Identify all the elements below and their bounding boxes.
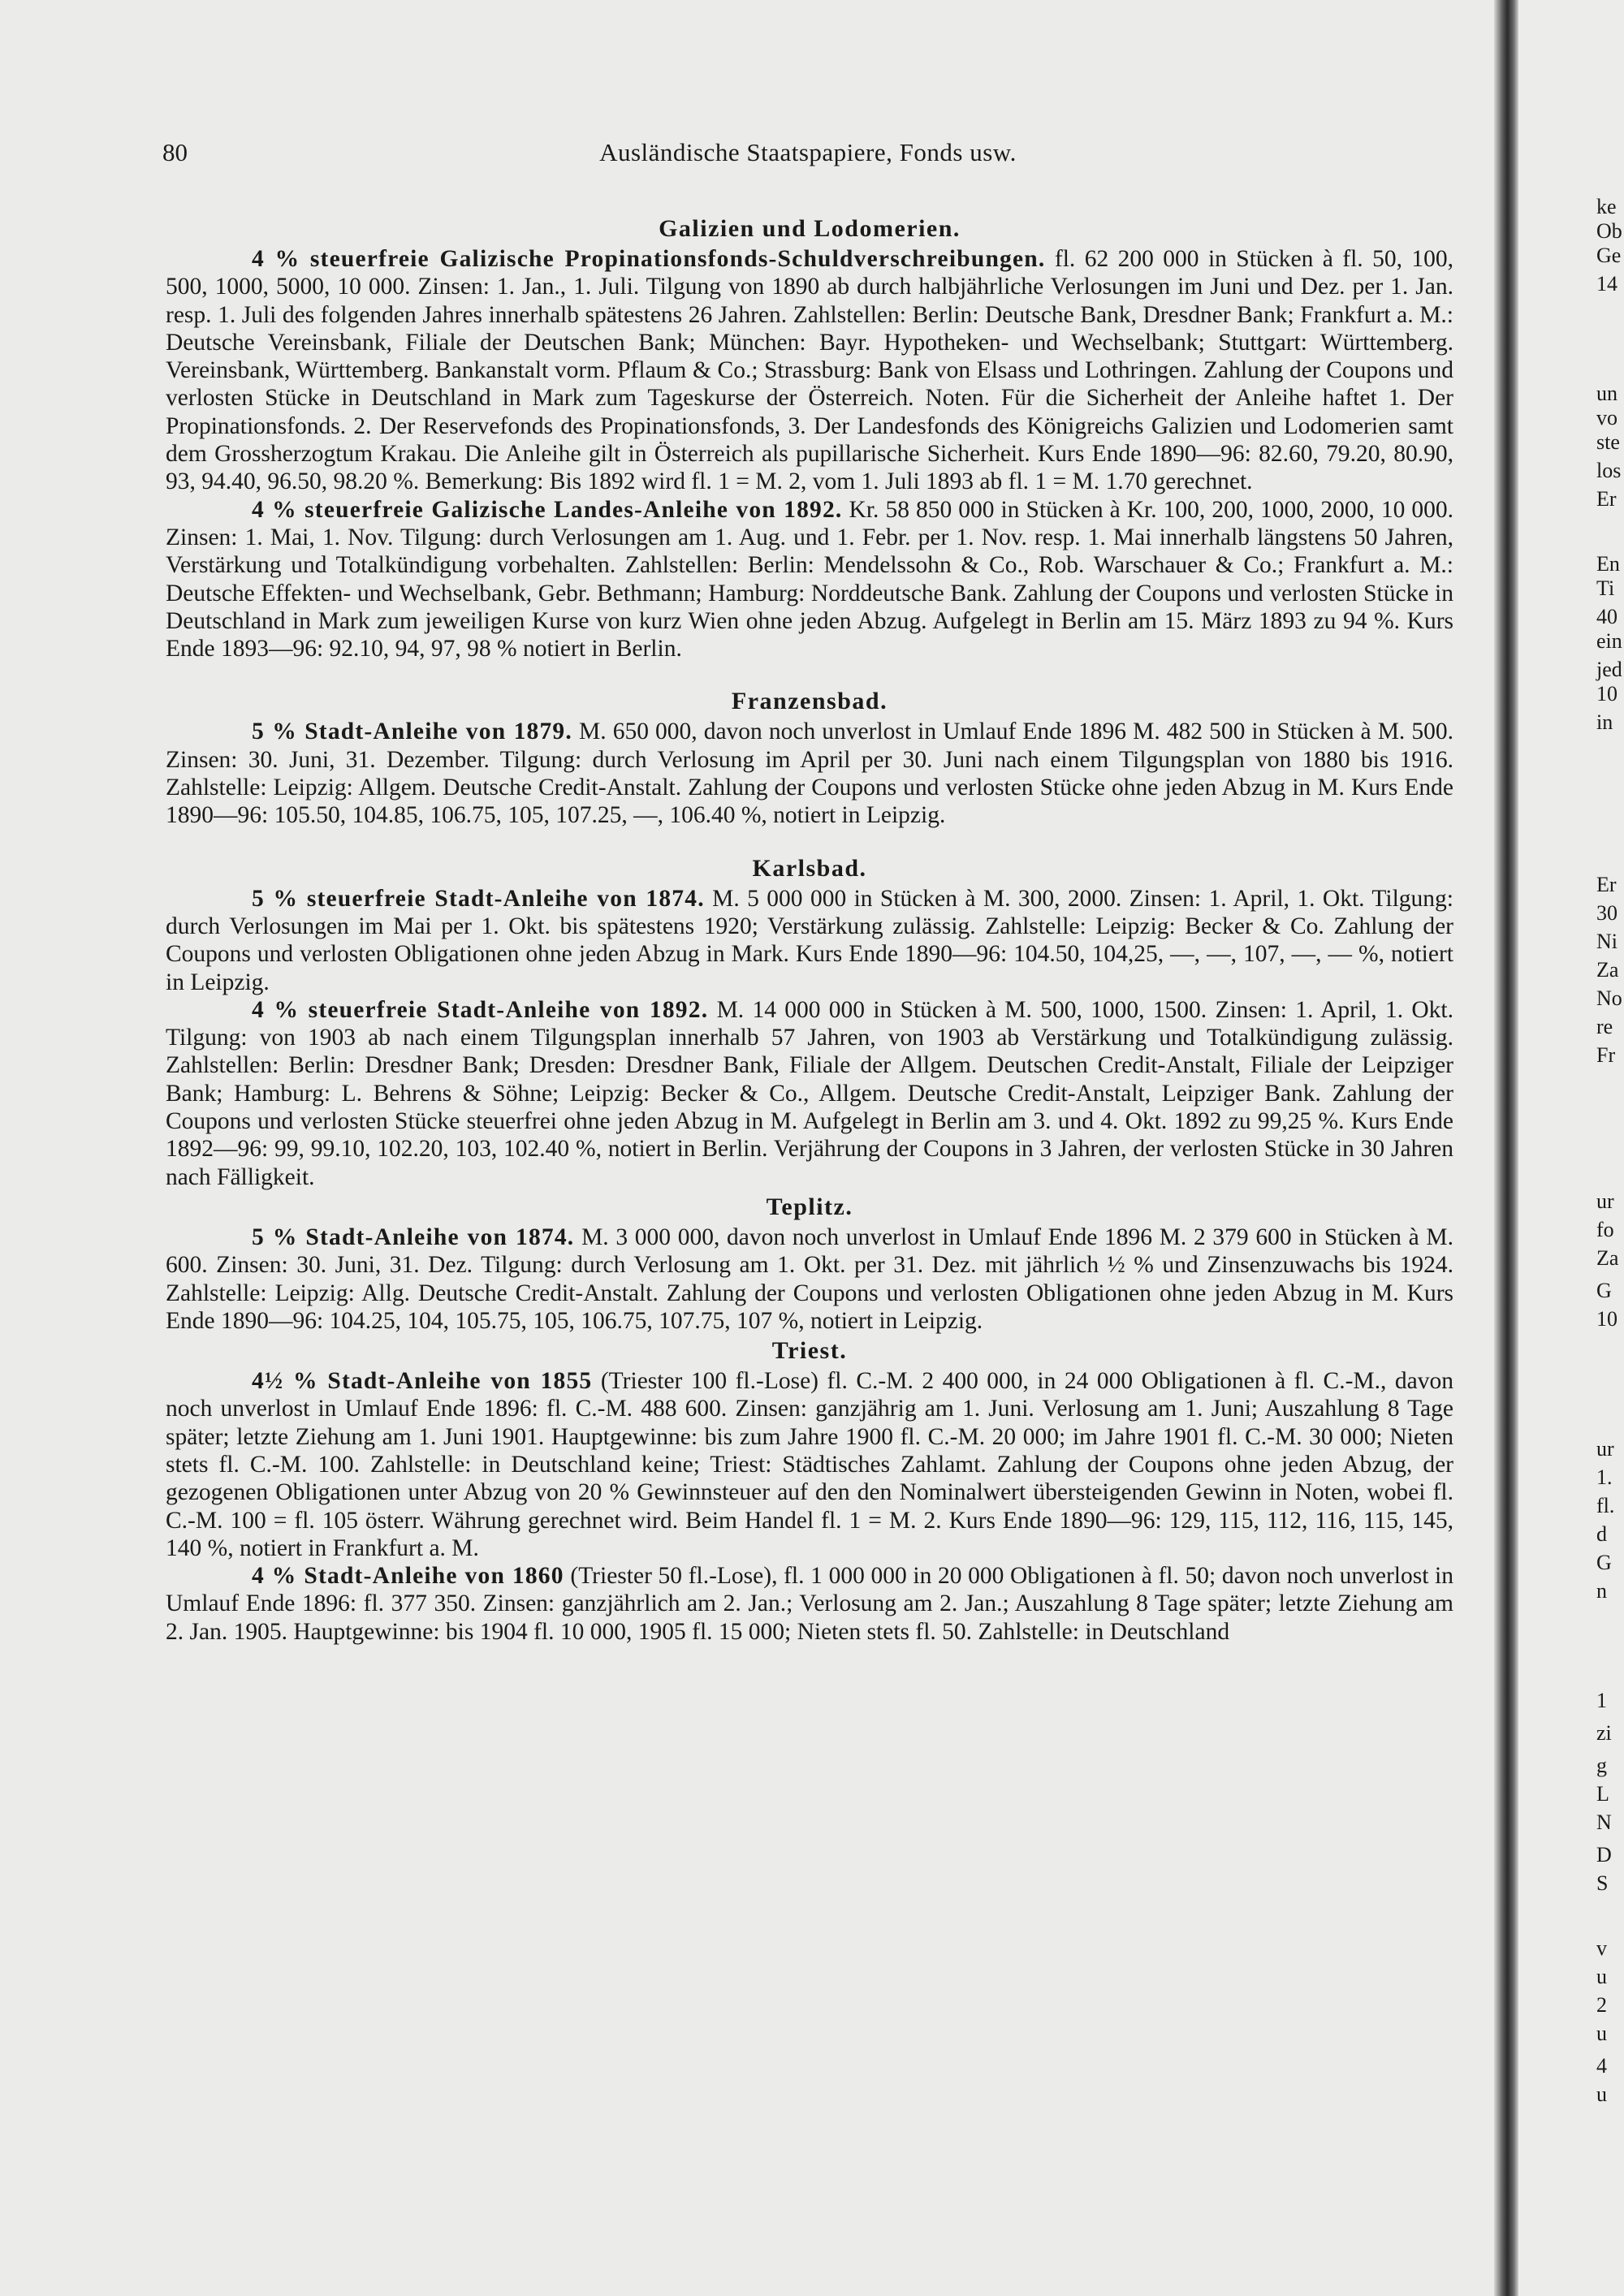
adjacent-page-fragment: L	[1596, 1782, 1609, 1806]
entry-lead: 4 % steuerfreie Galizische Propinationsfonds-Schuldverschreibungen.	[252, 246, 1046, 272]
adjacent-page-fragment: zi	[1596, 1721, 1612, 1745]
adjacent-page-fragment: ur	[1596, 1189, 1614, 1213]
entry-lead: 4 % steuerfreie Stadt-Anleihe von 1892.	[252, 996, 709, 1023]
adjacent-page-fragment: Ni	[1596, 930, 1618, 953]
entry-lead: 5 % steuerfreie Stadt-Anleihe von 1874.	[252, 885, 705, 912]
running-title: Ausländische Staatspapiere, Fonds usw.	[599, 138, 1017, 166]
adjacent-page-fragment: vo	[1596, 406, 1618, 429]
entry-text: M. 5 000 000 in Stücken à M. 300, 2000. Zinsen: 1. April, 1. Okt. Tilgung: durch Verlosungen im Mai per 1. Okt. bis spätestens 1920; Verstärkung zulässig. Zahlstelle: Leipzig: Becker & Co. Zahlung der Coupons und verlosten Obligationen ohne jeden Abzug in Mark. Kurs Ende 1890—96: 104.50, 104,25, —, —, 107, —, — %, notiert in Leipzig.	[166, 885, 1453, 995]
adjacent-page-fragment: jed	[1596, 658, 1622, 681]
adjacent-page-fragment: Fr	[1596, 1043, 1616, 1067]
entry-paragraph	[166, 1367, 1453, 1562]
adjacent-page-fragment: ke	[1596, 195, 1617, 218]
adjacent-page-fragment: 30	[1596, 901, 1618, 925]
adjacent-page-fragment: 14	[1596, 272, 1618, 296]
entry-lead: 4 % Stadt-Anleihe von 1860	[252, 1563, 564, 1590]
adjacent-page-fragment: ur	[1596, 1437, 1614, 1461]
entry-lead: 5 % Stadt-Anleihe von 1879.	[252, 719, 572, 745]
adjacent-page-fragment: u	[1596, 2022, 1607, 2045]
entry-paragraph	[166, 885, 1453, 996]
adjacent-page-fragment: No	[1596, 986, 1622, 1010]
adjacent-page-fragment: u	[1596, 2082, 1607, 2106]
entry-paragraph	[166, 1562, 1453, 1646]
adjacent-page-fragment: 2	[1596, 1993, 1607, 2017]
entry-paragraph	[166, 718, 1453, 829]
adjacent-page-fragment: d	[1596, 1522, 1607, 1546]
adjacent-page-fragment: 10	[1596, 1307, 1618, 1331]
page-body	[166, 213, 1453, 1646]
entry-text: M. 14 000 000 in Stücken à M. 500, 1000, 1500. Zinsen: 1. April, 1. Okt. Tilgung: von 1903 ab nach einem Tilgungsplan innerhalb 57 Jahren, von 1903 ab Verstärkung und Totalkündigung zulässig. Zahlstellen: Berlin: Dresdner Bank; Dresden: Dresdner Bank, Filiale der Allgem. Deutschen Credit-Anstalt, Filiale der Leipziger Bank; Hamburg: L. Behrens & Söhne; Leipzig: Becker & Co., Allgem. Deutsche Credit-Anstalt, Leipziger Bank. Zahlung der Coupons und verlosten Stücke steuerfrei ohne jeden Abzug in M. Aufgelegt in Berlin am 3. und 4. Okt. 1892 zu 99,25 %. Kurs Ende 1892—96: 99, 99.10, 102.20, 103, 102.40 %, notiert in Berlin. Verjährung der Coupons in 3 Jahren, der verlosten Stücke in 30 Jahren nach Fälligkeit.	[166, 996, 1453, 1190]
adjacent-page-fragment: re	[1596, 1015, 1613, 1038]
adjacent-page-fragment: g	[1596, 1754, 1607, 1777]
adjacent-page-fragment: 40	[1596, 605, 1618, 628]
section-heading-franzensbad: Franzensbad.	[731, 688, 888, 715]
adjacent-page-fragment: 1.	[1596, 1465, 1613, 1489]
adjacent-page-edge	[1518, 0, 1624, 2296]
entry-paragraph	[166, 1224, 1453, 1335]
section-heading-teplitz: Teplitz.	[766, 1193, 853, 1220]
adjacent-page-fragment: En	[1596, 552, 1620, 576]
entry-text: fl. 62 200 000 in Stücken à fl. 50, 100, 500, 1000, 5000, 10 000. Zinsen: 1. Jan., 1. Juli. Tilgung von 1890 ab durch halbjährliche Verlosungen im Juni und Dez. per 1. Jan. resp. 1. Juli des folgenden Jahres innerhalb spätestens 26 Jahren. Zahlstellen: Berlin: Deutsche Bank, Dresdner Bank; Frankfurt a. M.: Deutsche Vereinsbank, Filiale der Deutschen Bank; München: Bayr. Hypotheken- und Wechselbank; Stuttgart: Württemberg. Vereinsbank, Württemberg. Bankanstalt vorm. Pflaum & Co.; Strassburg: Bank von Elsass und Lothringen. Zahlung der Coupons und verlosten Stücke in Deutschland in Mark zum Tageskurse der Österreich. Noten. Für die Sicherheit der Anleihe haftet 1. Der Propinationsfonds. 2. Der Reservefonds des Propinationsfonds, 3. Der Landesfonds des Königreichs Galizien und Lodomerien samt dem Grossherzogtum Krakau. Die Anleihe gilt in Österreich als pupillarische Sicherheit. Kurs Ende 1890—96: 82.60, 79.20, 80.90, 93, 94.40, 96.50, 98.20 %. Bemerkung: Bis 1892 wird fl. 1 = M. 2, vom 1. Juli 1893 ab fl. 1 = M. 1.70 gerechnet.	[166, 246, 1453, 495]
adjacent-page-fragment: G	[1596, 1551, 1612, 1574]
entry-lead: 4½ % Stadt-Anleihe von 1855	[252, 1368, 593, 1395]
entry-paragraph	[166, 245, 1453, 496]
page-number: 80	[162, 138, 188, 166]
entry-text: Kr. 58 850 000 in Stücken à Kr. 100, 200, 1000, 2000, 10 000. Zinsen: 1. Mai, 1. Nov. Tilgung: durch Verlosungen am 1. Aug. und 1. Febr. per 1. Nov. resp. 1. Mai innerhalb längstens 50 Jahren, Verstärkung und Totalkündigung vorbehalten. Zahlstellen: Berlin: Mendelssohn & Co., Rob. Warschauer & Co.; Frankfurt a. M.: Deutsche Effekten- und Wechselbank, Gebr. Bethmann; Hamburg: Norddeutsche Bank. Zahlung der Coupons und verlosten Stücke in Deutschland in Mark zum jeweiligen Kurse von kurz Wien ohne jeden Abzug. Aufgelegt in Berlin am 15. März 1893 zu 94 %. Kurs Ende 1893—96: 92.10, 94, 97, 98 % notiert in Berlin.	[166, 496, 1453, 662]
adjacent-page-fragment: D	[1596, 1843, 1612, 1867]
adjacent-page-fragment: Er	[1596, 873, 1617, 896]
adjacent-page-fragment: n	[1596, 1579, 1607, 1603]
entry-paragraph	[166, 996, 1453, 1191]
adjacent-page-fragment: fo	[1596, 1218, 1614, 1241]
adjacent-page-fragment: N	[1596, 1810, 1612, 1834]
adjacent-page-fragment: Ge	[1596, 244, 1622, 267]
section-heading-karlsbad: Karlsbad.	[752, 854, 867, 882]
adjacent-page-fragment: ste	[1596, 430, 1620, 454]
adjacent-page-fragment: 10	[1596, 682, 1618, 706]
adjacent-page-fragment: los	[1596, 459, 1622, 482]
entry-text: M. 3 000 000, davon noch unverlost in Umlauf Ende 1896 M. 2 379 600 in Stücken à M. 600. Zinsen: 30. Juni, 31. Dez. Tilgung: durch Verlosung am 1. Okt. per 31. Dez. mit jährlich ½ % und Zinsenzuwachs bis 1924. Zahlstelle: Leipzig: Allg. Deutsche Credit-Anstalt. Zahlung der Coupons und verlosten Obligationen ohne jeden Abzug in M. Kurs Ende 1890—96: 104.25, 104, 105.75, 105, 106.75, 107.75, 107 %, notiert in Leipzig.	[166, 1224, 1453, 1334]
entry-text: (Triester 50 fl.-Lose), fl. 1 000 000 in 20 000 Obligationen à fl. 50; davon noch unverlost in Umlauf Ende 1896: fl. 377 350. Zinsen: ganzjährlich am 2. Jan.; Verlosung am 2. Jan.; Auszahlung 8 Tage später; letzte Ziehung am 2. Jan. 1905. Hauptgewinne: bis 1904 fl. 10 000, 1905 fl. 15 000; Nieten stets fl. 50. Zahlstelle: in Deutschland	[166, 1563, 1454, 1645]
adjacent-page-fragment: in	[1596, 710, 1613, 734]
entry-text: (Triester 100 fl.-Lose) fl. C.-M. 2 400 000, in 24 000 Obligationen à fl. C.-M., davon noch unverlost in Umlauf Ende 1896: fl. C.-M. 488 600. Zinsen: ganzjährig am 1. Juni. Verlosung am 1. Juni; Auszahlung 8 Tage später; letzte Ziehung am 1. Juni 1901. Hauptgewinne: bis zum Jahre 1900 fl. C.-M. 20 000; im Jahre 1901 fl. C.-M. 30 000; Nieten stets fl. C.-M. 100. Zahlstelle: in Deutschland keine; Triest: Städtisches Zahlamt. Zahlung der Coupons ohne jeden Abzug, der gezogenen Obligationen unter Abzug von 20 % Gewinnsteuer auf den den Nominalwert übersteigenden Gewinn in Noten, wobei fl. C.-M. 100 = fl. 105 österr. Währung gerechnet wird. Beim Handel fl. 1 = M. 2. Kurs Ende 1890—96: 129, 115, 112, 116, 115, 145, 140 %, notiert in Frankfurt a. M.	[166, 1368, 1453, 1561]
adjacent-page-fragment: un	[1596, 382, 1618, 405]
adjacent-page-fragment: G	[1596, 1279, 1612, 1302]
adjacent-page-fragment: Ob	[1596, 219, 1622, 243]
adjacent-page-fragment: 1	[1596, 1689, 1607, 1712]
book-gutter	[1494, 0, 1518, 2296]
adjacent-page-fragment: u	[1596, 1965, 1607, 1988]
entry-lead: 4 % steuerfreie Galizische Landes-Anleihe von 1892.	[252, 496, 843, 523]
adjacent-page-fragment: S	[1596, 1871, 1609, 1895]
section-heading-triest: Triest.	[771, 1337, 848, 1365]
adjacent-page-fragment: Za	[1596, 1246, 1619, 1270]
entry-lead: 5 % Stadt-Anleihe von 1874.	[252, 1224, 575, 1250]
adjacent-page-fragment: fl.	[1596, 1494, 1615, 1517]
entry-text: M. 650 000, davon noch unverlost in Umlauf Ende 1896 M. 482 500 in Stücken à M. 500. Zinsen: 30. Juni, 31. Dezember. Tilgung: durch Verlosung im April per 30. Juni nach einem Tilgungsplan von 1880 bis 1916. Zahlstelle: Leipzig: Allgem. Deutsche Credit-Anstalt. Zahlung der Coupons und verlosten Stücke ohne jeden Abzug in M. Kurs Ende 1890—96: 105.50, 104.85, 106.75, 105, 107.25, —, 106.40 %, notiert in Leipzig.	[166, 719, 1453, 829]
adjacent-page-fragment: Za	[1596, 958, 1619, 982]
adjacent-page-fragment: v	[1596, 1936, 1607, 1960]
adjacent-page-fragment: Er	[1596, 487, 1617, 511]
adjacent-page-fragment: Ti	[1596, 576, 1615, 600]
adjacent-page-fragment: ein	[1596, 629, 1622, 653]
running-header	[162, 138, 1453, 170]
adjacent-page-fragment: 4	[1596, 2054, 1607, 2078]
section-heading-galizien: Galizien und Lodomerien.	[659, 215, 961, 242]
entry-paragraph	[166, 496, 1453, 663]
